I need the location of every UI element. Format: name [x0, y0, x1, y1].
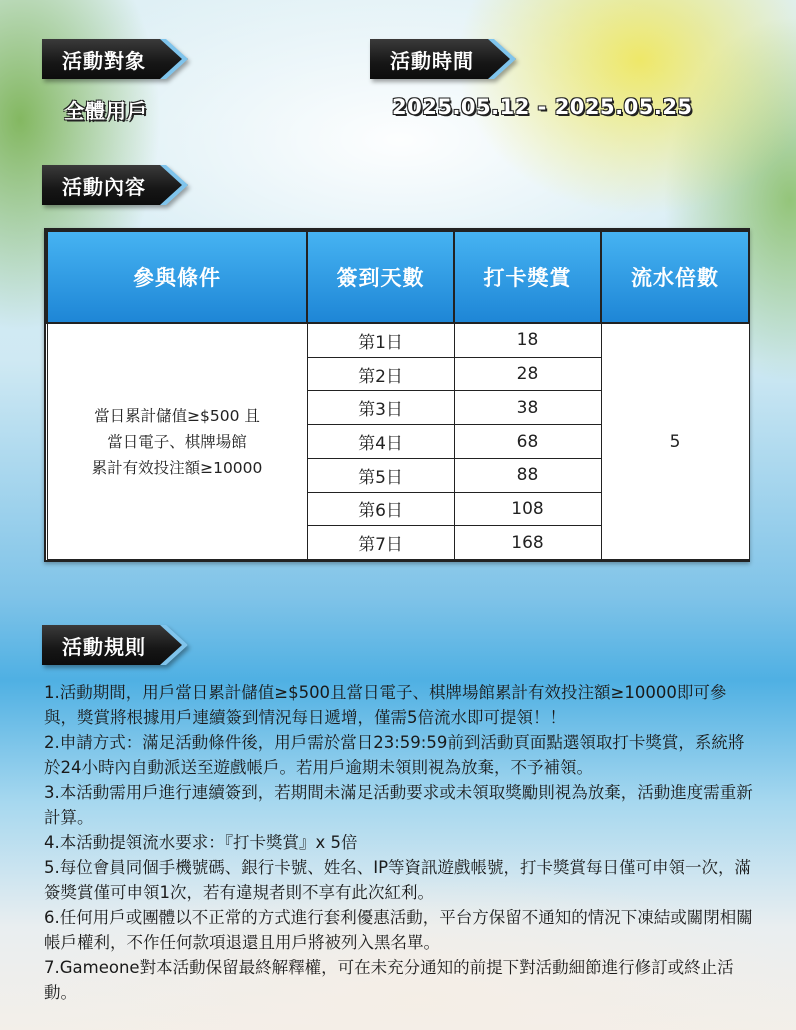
reward-cell: 88 [454, 458, 601, 492]
reward-cell: 68 [454, 425, 601, 459]
section-tag-target [42, 39, 188, 79]
day-cell: 第2日 [307, 357, 454, 391]
time-value: 2025.05.12 - 2025.05.25 [392, 95, 693, 119]
day-cell: 第3日 [307, 391, 454, 425]
condition-cell [47, 323, 307, 560]
section-tag-content [42, 165, 188, 205]
day-cell: 第1日 [307, 323, 454, 357]
reward-table [44, 228, 750, 562]
rules-list [44, 680, 754, 1005]
section-title-rules: 活動規則 [62, 634, 146, 659]
table-header-row [47, 231, 749, 323]
table-row [47, 323, 749, 357]
section-title-time: 活動時間 [390, 48, 474, 73]
header-multiplier: 流水倍數 [601, 231, 749, 323]
day-cell: 第7日 [307, 526, 454, 560]
rule-item: 6.任何用戶或團體以不正常的方式進行套利優惠活動，平台方保留不通知的情況下凍結或關閉相關帳戶權利，不作任何款項退還且用戶將被列入黑名單。 [44, 908, 753, 952]
rule-item: 2.申請方式：滿足活動條件後，用戶需於當日23:59:59前到活動頁面點選領取打卡獎賞，系統將於24小時內自動派送至遊戲帳戶。若用戶逾期未領則視為放棄，不予補領。 [44, 733, 745, 777]
rule-item: 5.每位會員同個手機號碼、銀行卡號、姓名、IP等資訊遊戲帳號，打卡獎賞每日僅可申領一次，滿簽獎賞僅可申領1次，若有違規者則不享有此次紅利。 [44, 858, 752, 902]
reward-cell: 108 [454, 492, 601, 526]
header-condition: 參與條件 [47, 231, 307, 323]
reward-cell: 38 [454, 391, 601, 425]
section-tag-time [370, 39, 516, 79]
rule-item: 3.本活動需用戶進行連續簽到，若期間未滿足活動要求或未領取獎勵則視為放棄，活動進度需重新計算。 [44, 783, 753, 827]
multiplier-cell: 5 [601, 323, 749, 560]
header-days: 簽到天數 [307, 231, 454, 323]
day-cell: 第4日 [307, 425, 454, 459]
rule-item: 1.活動期間，用戶當日累計儲值≥$500且當日電子、棋牌場館累計有效投注額≥10000即可參與，獎賞將根據用戶連續簽到情況每日遞增，僅需5倍流水即可提領！！ [44, 683, 727, 727]
condition-line: 當日電子、棋牌場館 [107, 432, 247, 451]
condition-line: 累計有效投注額≥10000 [91, 458, 263, 477]
section-title-target: 活動對象 [62, 48, 146, 73]
condition-line: 當日累計儲值≥$500 且 [94, 406, 260, 425]
section-title-content: 活動內容 [62, 174, 146, 199]
reward-cell: 28 [454, 357, 601, 391]
reward-cell: 168 [454, 526, 601, 560]
header-reward: 打卡獎賞 [454, 231, 601, 323]
reward-cell: 18 [454, 323, 601, 357]
section-tag-rules [42, 625, 188, 665]
day-cell: 第5日 [307, 458, 454, 492]
day-cell: 第6日 [307, 492, 454, 526]
target-value: 全體用戶 [64, 99, 148, 123]
rule-item: 4.本活動提領流水要求：『打卡獎賞』x 5倍 [44, 833, 358, 852]
rule-item: 7.Gameone對本活動保留最終解釋權，可在未充分通知的前提下對活動細節進行修訂或終止活動。 [44, 958, 734, 1002]
